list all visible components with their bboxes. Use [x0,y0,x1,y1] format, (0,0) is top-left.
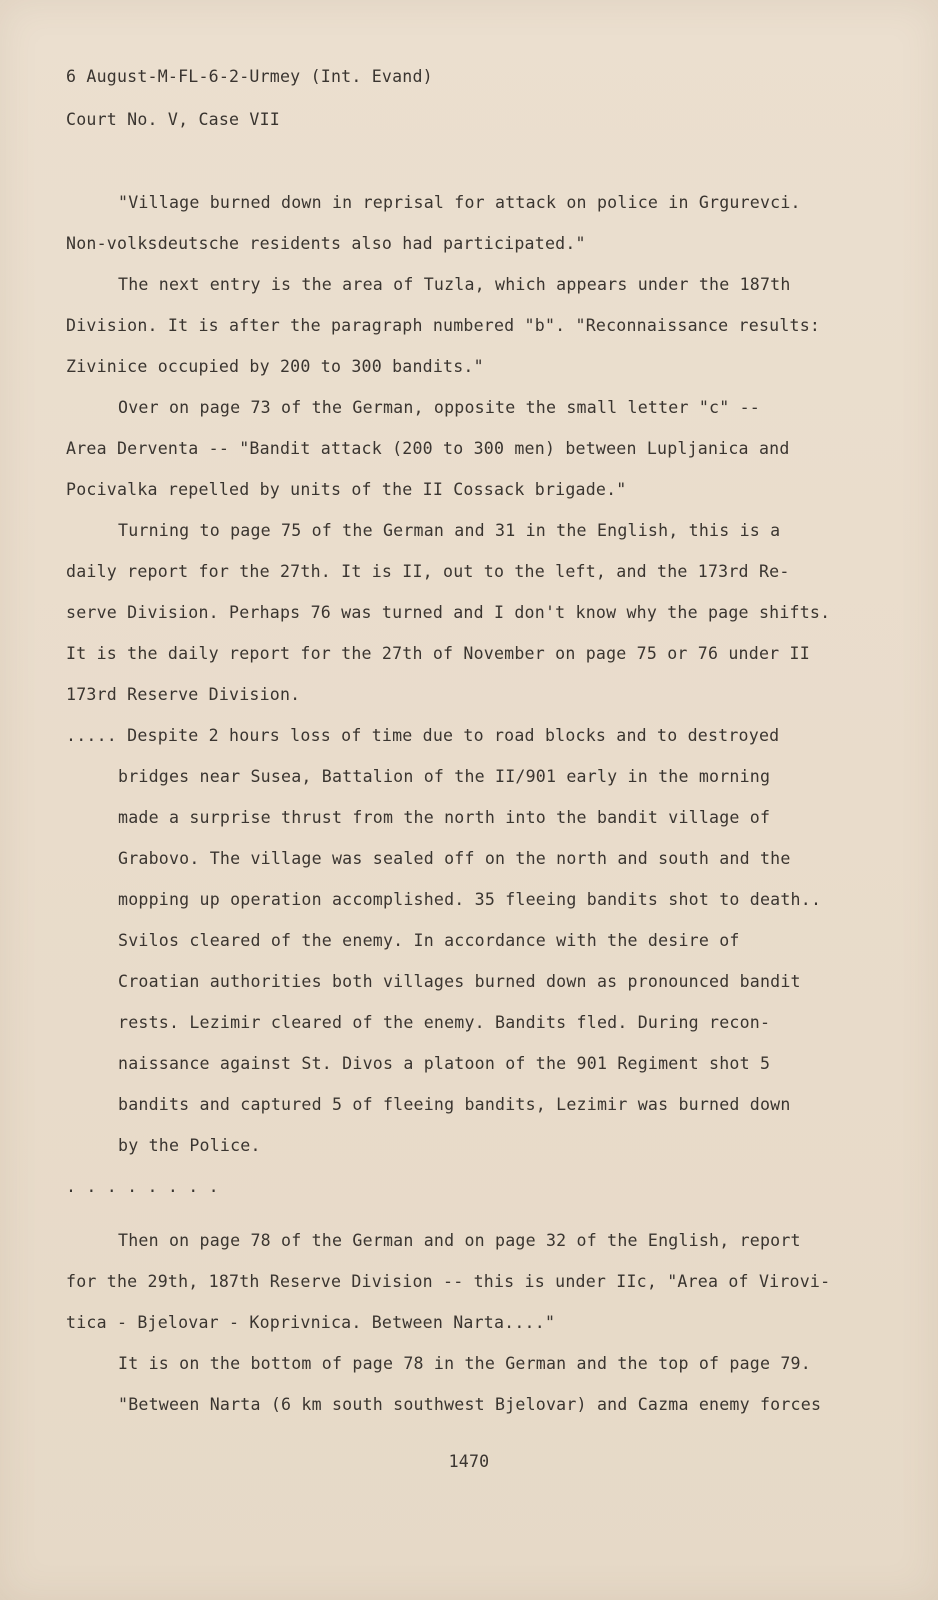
text-line: It is the daily report for the 27th of November on page 75 or 76 under II [66,644,810,663]
quote-line: Croatian authorities both villages burned down as pronounced bandit [118,972,801,991]
quote-line: bandits and captured 5 of fleeing bandits, Lezimir was burned down [118,1095,791,1114]
quote-line: mopping up operation accomplished. 35 fleeing bandits shot to death.. [118,890,822,909]
text-line: Then on page 78 of the German and on page 32 of the English, report [118,1231,801,1250]
quote-line: ..... Despite 2 hours loss of time due to road blocks and to destroyed [66,726,780,745]
text-line: "Village burned down in reprisal for attack on police in Grgurevci. [118,193,801,212]
quote-line: Grabovo. The village was sealed off on the north and south and the [118,849,791,868]
text-line: for the 29th, 187th Reserve Division -- this is under IIc, "Area of Virovi- [66,1272,831,1291]
ellipsis-separator: . . . . . . . . [66,1177,219,1196]
text-line: It is on the bottom of page 78 in the German and the top of page 79. [118,1354,811,1373]
text-line: tica - Bjelovar - Koprivnica. Between Narta...." [66,1313,556,1332]
text-line: 173rd Reserve Division. [66,685,301,704]
text-line: Area Derventa -- "Bandit attack (200 to 300 men) between Lupljanica and [66,439,790,458]
text-line: serve Division. Perhaps 76 was turned and I don't know why the page shifts. [66,603,831,622]
quote-line: naissance against St. Divos a platoon of the 901 Regiment shot 5 [118,1054,771,1073]
quote-line: rests. Lezimir cleared of the enemy. Bandits fled. During recon- [118,1013,771,1032]
quote-line: bridges near Susea, Battalion of the II/901 early in the morning [118,767,771,786]
quote-line: by the Police. [118,1136,261,1155]
quote-line: made a surprise thrust from the north into the bandit village of [118,808,771,827]
header-court-line: Court No. V, Case VII [66,110,280,129]
text-line: Turning to page 75 of the German and 31 in the English, this is a [118,521,781,540]
header-case-reference: 6 August-M-FL-6-2-Urmey (Int. Evand) [66,67,433,86]
page-number: 1470 [448,1452,490,1471]
text-line: Over on page 73 of the German, opposite the small letter "c" -- [118,398,760,417]
text-line: Zivinice occupied by 200 to 300 bandits." [66,357,484,376]
text-line: Division. It is after the paragraph numbered "b". "Reconnaissance results: [66,316,821,335]
text-line: Non-volksdeutsche residents also had participated." [66,234,586,253]
text-line: The next entry is the area of Tuzla, which appears under the 187th [118,275,791,294]
text-line: Pocivalka repelled by units of the II Cossack brigade." [66,480,627,499]
text-line: daily report for the 27th. It is II, out to the left, and the 173rd Re- [66,562,790,581]
quote-line: Svilos cleared of the enemy. In accordance with the desire of [118,931,740,950]
text-line: "Between Narta (6 km south southwest Bjelovar) and Cazma enemy forces [118,1395,822,1414]
